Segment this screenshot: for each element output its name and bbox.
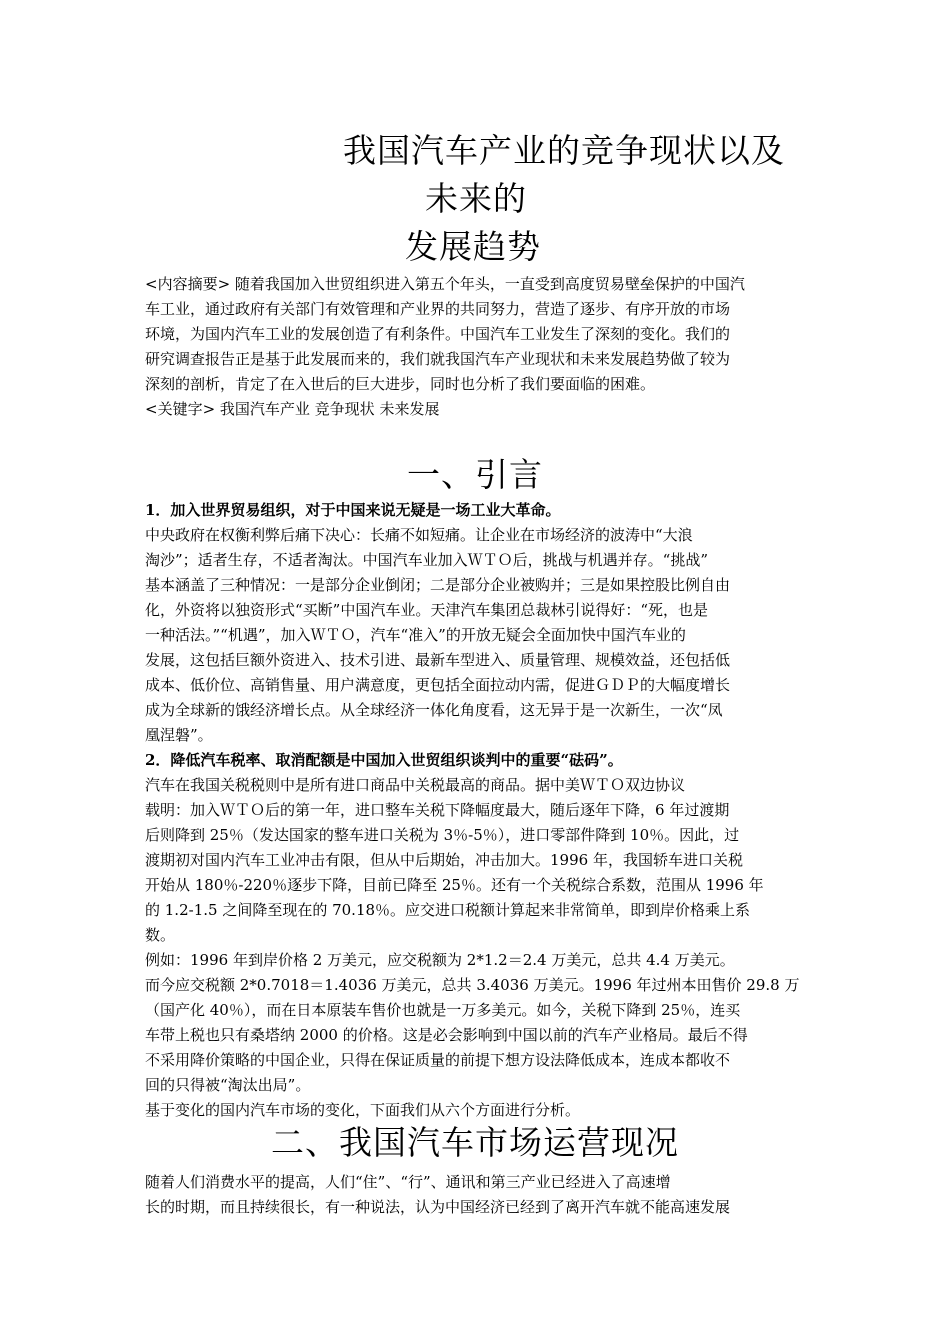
- body-line: 汽车在我国关税税则中是所有进口商品中关税最高的商品。据中美ＷＴＯ双边协议: [145, 776, 686, 794]
- abstract-line: 环境，为国内汽车工业的发展创造了有利条件。中国汽车工业发生了深刻的变化。我们的: [145, 325, 731, 343]
- body-line: 渡期初对国内汽车工业冲击有限，但从中后期始，冲击加大。1996 年，我国轿车进口关税: [145, 851, 743, 869]
- body-line: 成为全球新的饿经济增长点。从全球经济一体化角度看，这无异于是一次新生，一次“凤: [145, 701, 723, 719]
- title-line-3: 发展趋势: [405, 227, 541, 266]
- title-line-1: 我国汽车产业的竞争现状以及: [343, 131, 785, 170]
- body-line: 开始从 180％-220％逐步下降，目前已降至 25％。还有一个关税综合系数，范围从 1996 年: [145, 876, 764, 894]
- body-line: 例如：1996 年到岸价格 2 万美元，应交税额为 2*1.2＝2.4 万美元，总共 4.4 万美元。: [145, 951, 735, 969]
- point-heading-2: 2．降低汽车税率、取消配额是中国加入世贸组织谈判中的重要“砝码”。: [145, 751, 623, 769]
- abstract-line: <内容摘要> 随着我国加入世贸组织进入第五个年头，一直受到高度贸易壁垒保护的中国汽: [145, 275, 745, 293]
- body-line: 而今应交税额 2*0.7018＝1.4036 万美元，总共 3.4036 万美元。1996 年过州本田售价 29.8 万: [145, 976, 800, 994]
- body-line: 不采用降价策略的中国企业，只得在保证质量的前提下想方设法降低成本，连成本都收不: [145, 1051, 731, 1069]
- section-heading-market: 二、我国汽车市场运营现况: [271, 1123, 679, 1162]
- body-line: 淘沙”；适者生存，不适者淘汰。中国汽车业加入ＷＴＯ后，挑战与机遇并存。“挑战”: [145, 551, 709, 569]
- body-line: 后则降到 25％（发达国家的整车进口关税为 3％-5％），进口零部件降到 10％。因此，过: [145, 826, 740, 844]
- body-line: 成本、低价位、高销售量、用户满意度，更包括全面拉动内需，促进ＧＤＰ的大幅度增长: [145, 676, 731, 694]
- section-heading-intro: 一、引言: [407, 455, 543, 494]
- body-line: 载明：加入ＷＴＯ后的第一年，进口整车关税下降幅度最大，随后逐年下降，6 年过渡期: [145, 801, 730, 819]
- keywords-line: <关键字> 我国汽车产业 竞争现状 未来发展: [145, 400, 440, 418]
- point-heading-1: 1．加入世界贸易组织，对于中国来说无疑是一场工业大革命。: [145, 501, 561, 519]
- body-line: （国产化 40％），而在日本原装车售价也就是一万多美元。如今，关税下降到 25％，连买: [145, 1001, 741, 1019]
- body-line: 基本涵盖了三种情况：一是部分企业倒闭；二是部分企业被购并；三是如果控股比例自由: [145, 576, 731, 594]
- body-line: 随着人们消费水平的提高，人们“住”、“行”、通讯和第三产业已经进入了高速增: [145, 1173, 671, 1191]
- abstract-line: 研究调查报告正是基于此发展而来的，我们就我国汽车产业现状和未来发展趋势做了较为: [145, 350, 731, 368]
- body-line: 数。: [145, 926, 176, 944]
- body-line: 基于变化的国内汽车市场的变化，下面我们从六个方面进行分析。: [145, 1101, 581, 1119]
- body-line: 的 1.2-1.5 之间降至现在的 70.18％。应交进口税额计算起来非常简单，即到岸价格乘上系: [145, 901, 751, 919]
- body-line: 长的时期，而且持续很长，有一种说法，认为中国经济已经到了离开汽车就不能高速发展: [145, 1198, 731, 1216]
- body-line: 车带上税也只有桑塔纳 2000 的价格。这是必会影响到中国以前的汽车产业格局。最后不得: [145, 1026, 748, 1044]
- body-line: 中央政府在权衡利弊后痛下决心：长痛不如短痛。让企业在市场经济的波涛中“大浪: [145, 526, 693, 544]
- title-line-2: 未来的: [425, 179, 527, 218]
- body-line: 化，外资将以独资形式“买断”中国汽车业。天津汽车集团总裁林引说得好：“死，也是: [145, 601, 709, 619]
- body-line: 凰涅磐”。: [145, 726, 213, 744]
- abstract-line: 深刻的剖析，肯定了在入世后的巨大进步，同时也分析了我们要面临的困难。: [145, 375, 656, 393]
- body-line: 发展，这包括巨额外资进入、技术引进、最新车型进入、质量管理、规模效益，还包括低: [145, 651, 731, 669]
- abstract-line: 车工业，通过政府有关部门有效管理和产业界的共同努力，营造了逐步、有序开放的市场: [145, 300, 731, 318]
- body-line: 回的只得被“淘汰出局”。: [145, 1076, 311, 1094]
- body-line: 一种活法。”“机遇”，加入ＷＴＯ，汽车“准入”的开放无疑会全面加快中国汽车业的: [145, 626, 686, 644]
